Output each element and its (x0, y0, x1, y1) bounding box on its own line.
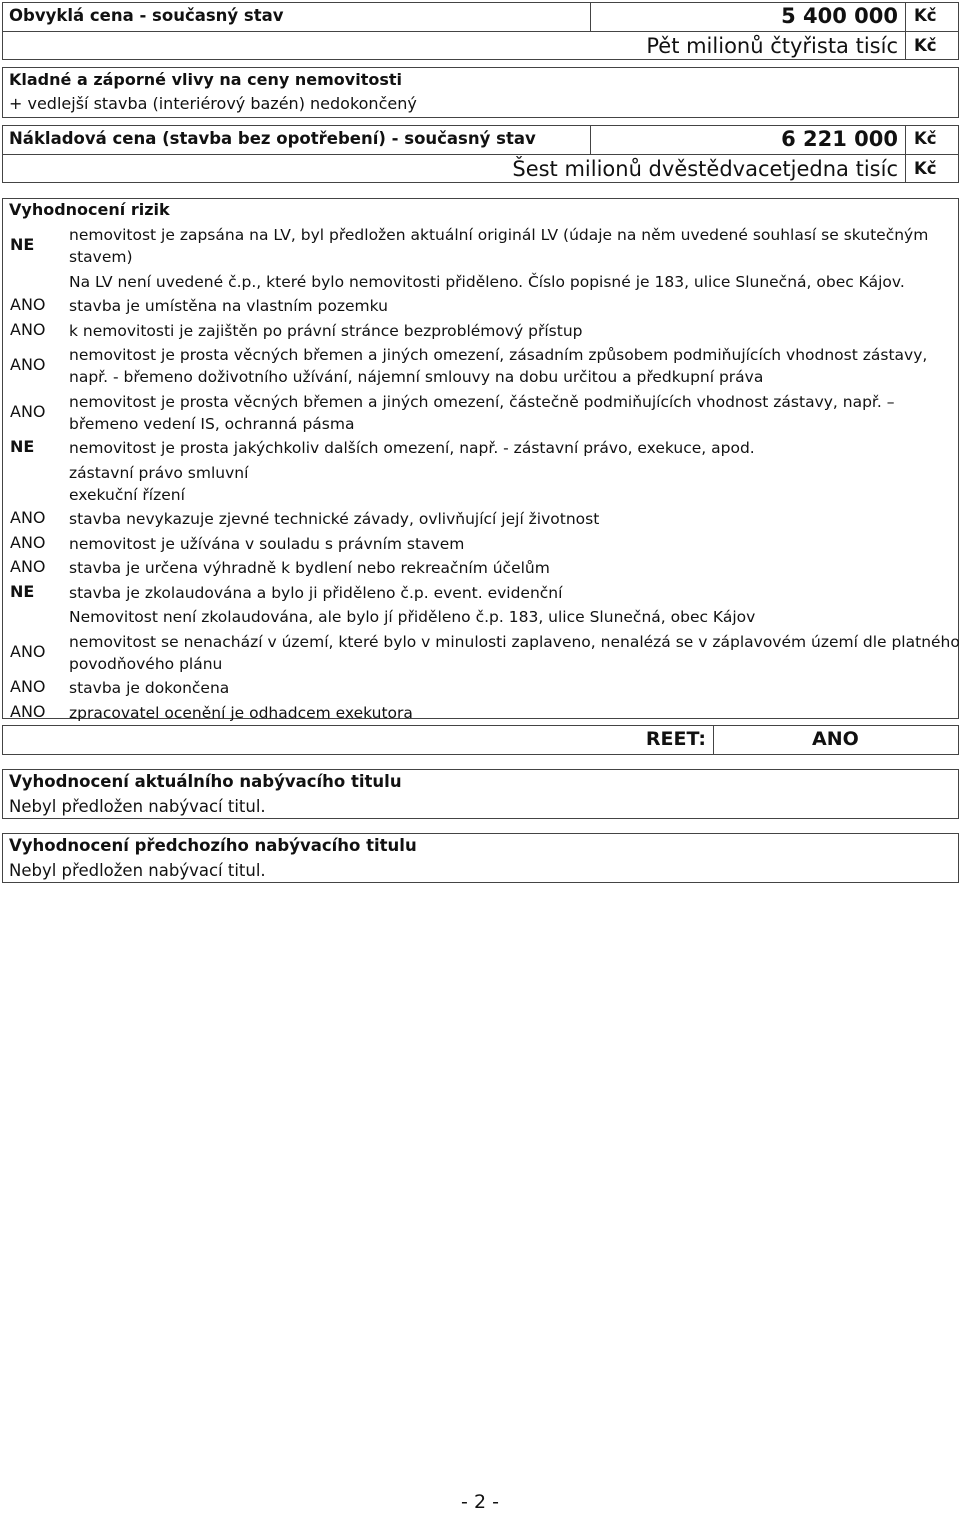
risk-text: stavem) (69, 248, 133, 266)
risk-status: NE (10, 235, 35, 254)
previous-title-text: Nebyl předložen nabývací titul. (9, 861, 266, 880)
risk-text: nemovitost je zapsána na LV, byl předložen aktuální originál LV (údaje na něm uvedené souhlasí se skutečným (69, 226, 929, 244)
risk-text: břemeno vedení IS, ochranná pásma (69, 414, 355, 433)
valuation-col-split (590, 2, 591, 31)
risk-text: zástavní právo smluvní (69, 463, 249, 482)
influences-heading: Kladné a záporné vlivy na ceny nemovitosti (9, 70, 402, 89)
cost-words-currency: Kč (914, 159, 937, 178)
valuation-amount: 5 400 000 (781, 4, 898, 28)
risk-status: ANO (10, 641, 46, 661)
influences-item: + vedlejší stavba (interiérový bazén) nedokončený (9, 94, 417, 113)
valuation-divider (2, 31, 959, 32)
reet-label: REET: (645, 728, 706, 750)
valuation-label: Obvyklá cena - současný stav (9, 6, 284, 25)
cost-label: Nákladová cena (stavba bez opotřebení) - současný stav (9, 129, 536, 148)
risk-text: k nemovitosti je zajištěn po právní stránce bezproblémový přístup (69, 321, 583, 340)
risk-status: ANO (10, 319, 46, 339)
risk-text: exekuční řízení (69, 485, 185, 504)
risk-text: nemovitost je prosta věcných břemen a jiných omezení, částečně podmiňujících vhodnost zástavy, např. – (69, 392, 895, 411)
cost-currency-split (905, 125, 906, 183)
risk-status: ANO (10, 401, 46, 421)
risk-status: NE (10, 437, 35, 456)
risk-text: Na LV není uvedené č.p., které bylo nemovitosti přiděleno. Číslo popisné je 183, ulice Slunečná, obec Kájov. (69, 272, 905, 291)
risk-text: Nemovitost není zkolaudována, ale bylo jí přiděleno č.p. 183, ulice Slunečná, obec Kájov (69, 608, 756, 626)
risk-status: ANO (10, 677, 46, 696)
current-title-heading: Vyhodnocení aktuálního nabývacího titulu (9, 772, 402, 791)
risk-text: stavba je dokončena (69, 679, 230, 697)
risk-text: např. - břemeno doživotního užívání, nájemní smlouvy na dobu určitou a předkupní práva (69, 368, 764, 386)
valuation-currency-split (905, 2, 906, 60)
risk-text: stavba je umístěna na vlastním pozemku (69, 297, 388, 315)
page-number: - 2 - (461, 1491, 499, 1513)
cost-col-split (590, 125, 591, 154)
risk-status: NE (10, 581, 35, 601)
risk-status: ANO (10, 295, 46, 314)
risk-text: nemovitost je užívána v souladu s právním stavem (69, 534, 465, 553)
risk-text: povodňového plánu (69, 654, 223, 673)
cost-amount-words: Šest milionů dvěstědvacetjedna tisíc (512, 157, 898, 181)
risk-text: stavba je určena výhradně k bydlení nebo rekreačním účelům (69, 559, 550, 577)
current-title-text: Nebyl předložen nabývací titul. (9, 797, 266, 816)
risk-text: nemovitost je prosta věcných břemen a jiných omezení, zásadním způsobem podmiňujících vhodnost zástavy, (69, 346, 928, 364)
cost-amount: 6 221 000 (781, 127, 898, 151)
cost-currency: Kč (914, 129, 937, 148)
risk-text: nemovitost je prosta jakýchkoliv dalších omezení, např. - zástavní právo, exekuce, apod. (69, 439, 755, 457)
risk-text: stavba je zkolaudována a bylo ji přiděleno č.p. event. evidenční (69, 583, 563, 602)
risk-text: zpracovatel ocenění je odhadcem exekutora (69, 703, 413, 722)
reet-split (713, 725, 714, 755)
risk-text: nemovitost se nenachází v území, které bylo v minulosti zaplaveno, nenalézá se v záplavovém území dle platného (69, 632, 960, 651)
risk-status: ANO (10, 701, 46, 721)
risks-heading: Vyhodnocení rizik (9, 200, 170, 219)
cost-divider (2, 154, 959, 155)
risk-status: ANO (10, 557, 46, 576)
valuation-currency: Kč (914, 6, 937, 25)
risk-text: stavba nevykazuje zjevné technické závady, ovlivňující její životnost (69, 510, 600, 528)
reet-value: ANO (812, 728, 859, 750)
risk-status: ANO (10, 355, 46, 374)
valuation-amount-words: Pět milionů čtyřista tisíc (646, 34, 898, 58)
risk-status: ANO (10, 532, 46, 552)
valuation-words-currency: Kč (914, 36, 937, 55)
risk-status: ANO (10, 508, 46, 527)
previous-title-heading: Vyhodnocení předchozího nabývacího titulu (9, 836, 417, 855)
